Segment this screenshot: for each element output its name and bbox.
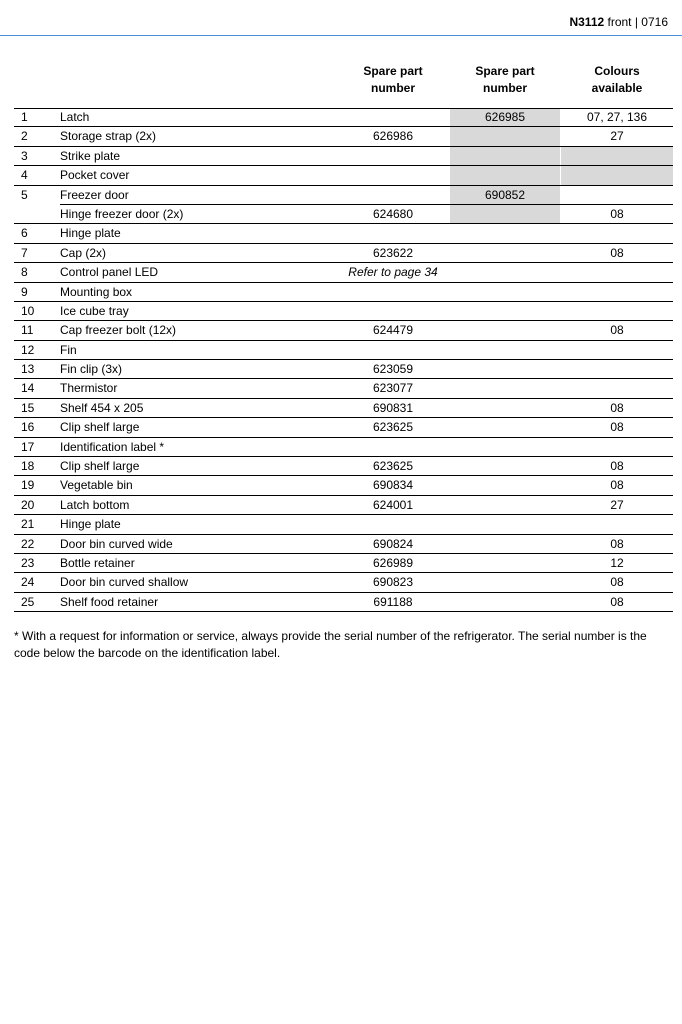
spare-part-number-alt [450,399,560,418]
item-number: 21 [21,517,35,532]
table-row [14,302,673,321]
spare-part-number-alt: 626985 [484,110,526,124]
spare-part-number: 691188 [373,594,413,609]
colours-available: 27 [610,497,624,512]
colours-available [561,186,673,205]
spare-part-number: 623622 [372,245,414,260]
colours-available [561,379,673,398]
spare-part-number-alt [450,515,560,534]
colours-available: 08 [610,323,624,338]
table-row [14,127,673,146]
spare-part-number [334,147,452,166]
colours-available: 08 [610,575,624,590]
item-description: Latch bottom [60,497,130,512]
spare-part-number-alt [450,438,560,457]
table-header [14,60,673,108]
table-row [14,438,673,457]
colours-available: 08 [610,420,624,435]
item-number: 23 [21,555,35,570]
spare-part-number-alt [450,283,560,302]
table-row [14,341,673,360]
item-number: 10 [21,303,35,318]
item-description: Vegetable bin [60,478,133,493]
header-line: Colours [594,64,640,78]
item-description: Hinge plate [60,226,121,241]
item-description: Control panel LED [60,265,159,280]
colours-available [561,283,673,302]
colours-available: 27 [610,129,624,144]
item-description: Fin clip (3x) [60,362,123,377]
item-number: 24 [21,575,35,590]
table-row [14,360,673,379]
header-line: number [482,81,527,95]
spare-part-number [334,515,452,534]
colours-available: 08 [610,536,624,551]
item-description: Door bin curved shallow [60,575,189,590]
spare-part-number [334,166,452,185]
spare-part-number: 623077 [372,381,414,396]
spare-part-number-alt [450,535,560,554]
colours-available: 12 [610,555,624,570]
table-body [14,108,673,612]
item-number [21,205,61,224]
header-line: number [370,81,415,95]
table-row [14,224,673,243]
item-number: 15 [21,400,35,415]
spare-part-number: 624001 [372,497,414,512]
item-description: Hinge freezer door (2x) [60,206,184,221]
colours-available [561,341,673,360]
item-description: Bottle retainer [60,555,135,570]
table-row [14,554,673,573]
header-line: Spare part [475,64,535,78]
spare-part-number-alt [450,593,560,612]
row-rule [14,611,673,612]
spare-part-number-alt [450,127,560,146]
footnote: * With a request for information or service, always provide the serial number of the refrigerator. The serial number is the code below the barcode on the identification label. [14,629,647,660]
header-line: Spare part [363,64,423,78]
item-number: 25 [21,594,35,609]
item-description: Freezer door [60,187,129,202]
table-row [14,399,673,418]
item-description: Pocket cover [60,168,130,183]
document-code [569,15,668,29]
spare-part-number-alt [450,205,560,224]
item-description: Thermistor [60,381,118,396]
item-description: Shelf 454 x 205 [60,400,144,415]
table-row [14,573,673,592]
item-description: Storage strap (2x) [60,129,157,144]
colours-available [561,263,673,282]
spare-part-number [334,341,452,360]
spare-part-number: Refer to page 34 [348,265,438,280]
item-number: 18 [21,459,35,474]
table-row [14,263,673,282]
model-code: N3112 [569,15,605,29]
spare-part-number: 690834 [372,478,414,493]
item-number: 11 [21,323,34,338]
table-row [14,457,673,476]
page-header [0,0,682,36]
spare-part-number-alt [450,244,560,263]
table-row [14,205,673,224]
spare-part-number [334,438,452,457]
colours-available: 08 [610,206,624,221]
item-number: 3 [21,148,28,163]
spare-part-number: 624479 [372,323,414,338]
table-row [14,515,673,534]
colours-available [561,360,673,379]
item-number: 16 [21,420,35,435]
table-row [14,166,673,185]
item-description: Shelf food retainer [60,594,159,609]
item-number: 8 [21,265,28,280]
item-description: Door bin curved wide [60,536,173,551]
spare-part-number [334,108,452,127]
item-description: Latch [60,110,90,124]
item-number: 19 [21,478,35,493]
colours-available: 07, 27, 136 [586,110,648,124]
spare-part-number-alt [450,360,560,379]
colours-available [561,438,673,457]
item-number: 22 [21,536,35,551]
item-number: 9 [21,284,28,299]
colours-available: 08 [610,400,624,415]
colours-available [561,166,673,185]
colours-available: 08 [610,245,624,260]
spare-part-number-alt [450,457,560,476]
table-row [14,283,673,302]
colours-available [561,147,673,166]
spare-part-number [334,224,452,243]
table-row [14,321,673,340]
spare-part-number-alt [450,418,560,437]
spare-part-number [334,186,452,205]
item-number: 13 [21,362,35,377]
header-spare-part-number-1 [334,63,452,97]
header-line: available [591,81,643,95]
colours-available: 08 [610,478,624,493]
table-row [14,186,673,205]
item-description: Clip shelf large [60,420,140,435]
spare-part-number-alt [450,379,560,398]
item-number: 5 [21,187,28,202]
spare-part-number-alt [450,224,560,243]
item-description: Hinge plate [60,517,121,532]
table-row [14,476,673,495]
colours-available [561,515,673,534]
spare-part-number-alt [450,166,560,185]
item-number: 2 [21,129,28,144]
edition-label: front | 0716 [604,15,668,29]
spare-part-number-alt [450,302,560,321]
spare-part-number [334,302,452,321]
item-description: Mounting box [60,284,133,299]
header-spare-part-number-2 [450,63,560,97]
item-number: 6 [21,226,28,241]
spare-part-number-alt [450,496,560,515]
spare-part-number: 623625 [372,459,414,474]
item-description: Strike plate [60,148,121,163]
table-row [14,593,673,612]
spare-part-number-alt [450,147,560,166]
spare-parts-table [14,60,673,612]
table-row [14,535,673,554]
spare-part-number: 690831 [372,400,414,415]
spare-part-number: 623625 [372,420,414,435]
spare-part-number: 690823 [372,575,414,590]
table-row [14,147,673,166]
spare-part-number-alt [450,573,560,592]
item-number: 14 [21,381,35,396]
item-number: 12 [21,342,35,357]
header-colours-available [561,63,673,97]
spare-part-number [334,283,452,302]
table-row [14,379,673,398]
spare-part-number: 626986 [372,129,414,144]
item-number: 4 [21,168,28,183]
colours-available [561,224,673,243]
table-row [14,418,673,437]
table-row [14,244,673,263]
item-description: Fin [60,342,77,357]
colours-available [561,302,673,321]
item-description: Clip shelf large [60,459,140,474]
item-description: Identification label * [60,439,165,454]
spare-part-number-alt [450,476,560,495]
colours-available: 08 [610,459,624,474]
spare-part-number-alt [450,554,560,573]
spare-part-number: 690824 [372,536,414,551]
spare-part-number-alt [450,341,560,360]
item-number: 7 [21,245,28,260]
spare-part-number: 626989 [372,555,414,570]
table-row [14,496,673,515]
colours-available: 08 [610,594,624,609]
spare-part-number-alt: 690852 [484,187,526,202]
spare-part-number-alt [450,263,560,282]
item-number: 1 [21,110,28,124]
spare-part-number: 624680 [372,206,414,221]
item-number: 20 [21,497,35,512]
spare-part-number-alt [450,321,560,340]
item-description: Cap freezer bolt (12x) [60,323,177,338]
item-description: Ice cube tray [60,303,129,318]
spare-part-number: 623059 [372,362,414,377]
table-row [14,108,673,127]
item-description: Cap (2x) [60,245,107,260]
item-number: 17 [21,439,35,454]
